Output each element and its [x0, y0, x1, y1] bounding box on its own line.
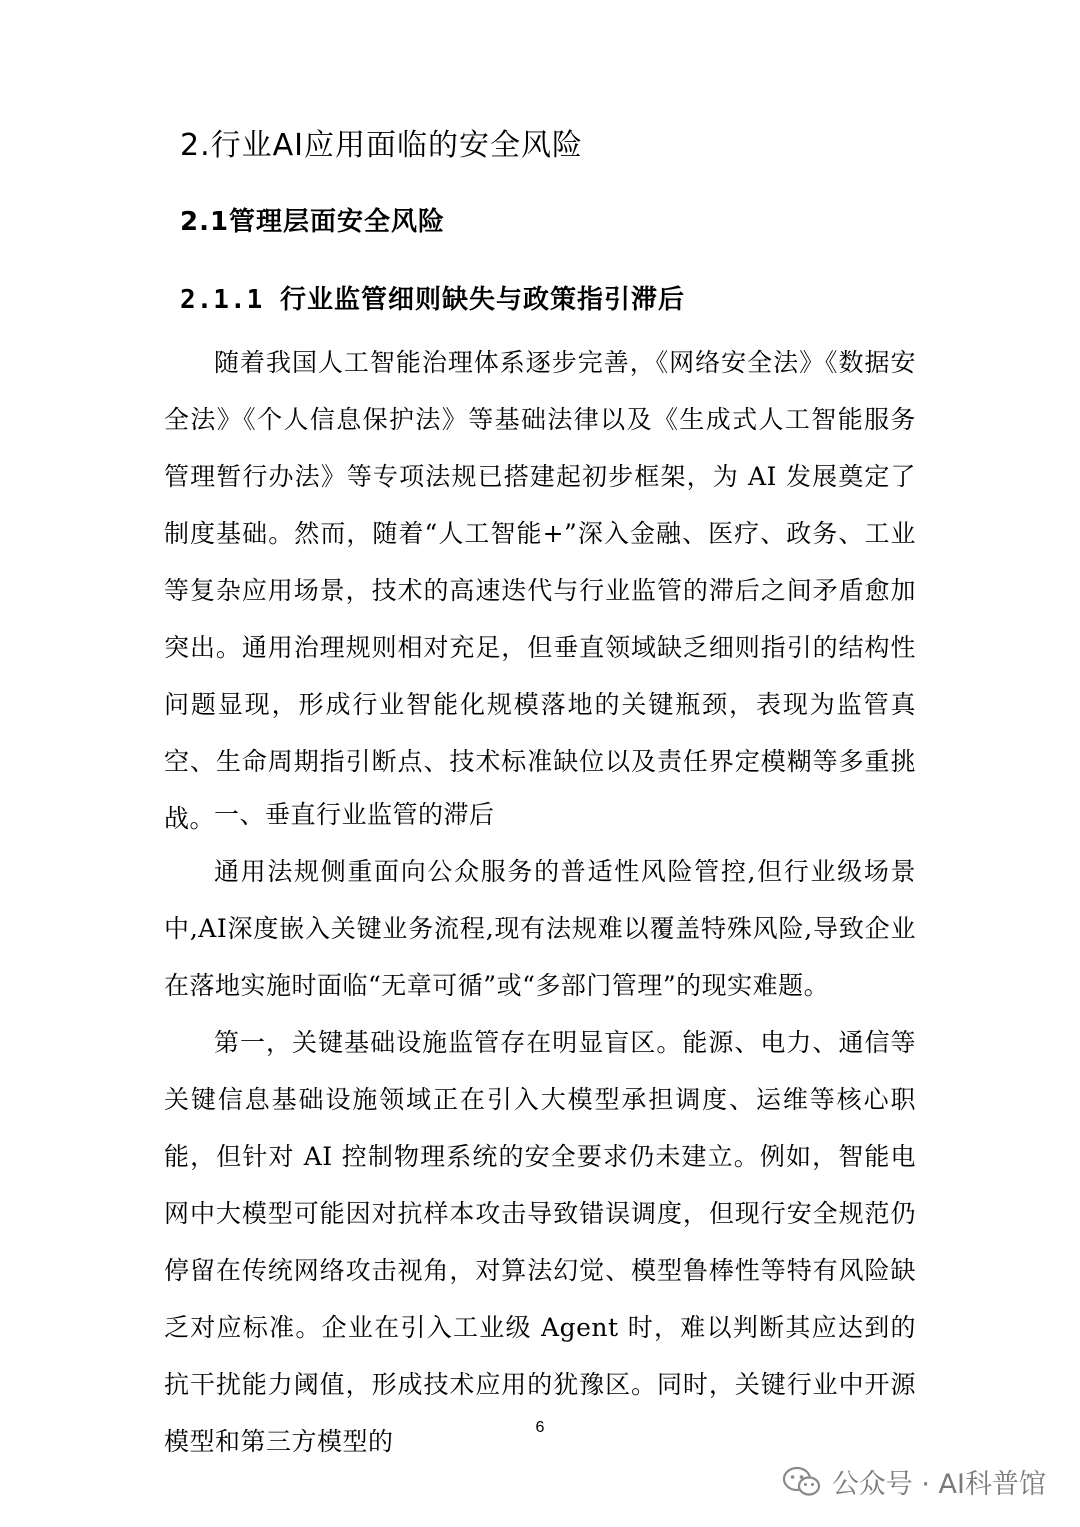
watermark — [782, 1462, 1046, 1501]
subsubsection-number: 2.1.1 — [180, 285, 264, 315]
list-heading: 一、垂直行业监管的滞后 — [214, 800, 495, 829]
paragraph-infrastructure: 第一，关键基础设施监管存在明显盲区。能源、电力、通信等关键信息基础设施领域正在引入大模型承担调度、运维等核心职能，但针对 AI 控制物理系统的安全要求仍未建立。例如，智能电网中大模型可能因对抗样本攻击导致错误调度，但现行安全规范仍停留在传统网络攻击视角，对算法幻觉、模型鲁棒性等特有风险缺乏对应标准。企业在引入工业级 Agent 时，难以判断其应达到的抗干扰能力阈值，形成技术应用的犹豫区。同时，关键行业中开源模型和第三方模型的 — [164, 1028, 916, 1456]
paragraph-intro: 随着我国人工智能治理体系逐步完善，《网络安全法》《数据安全法》《个人信息保护法》等基础法律以及《生成式人工智能服务管理暂行办法》等专项法规已搭建起初步框架，为 AI 发展奠定了制度基础。然而，随着“人工智能+”深入金融、医疗、政务、工业等复杂应用场景，技术的高速迭代与行业监管的滞后之间矛盾愈加突出。通用治理规则相对充足，但垂直领域缺乏细则指引的结构性问题显现，形成行业智能化规模落地的关键瓶颈，表现为监管真空、生命周期指引断点、技术标准缺位以及责任界定模糊等多重挑战。 — [164, 348, 916, 833]
watermark-text: 公众号 · AI科普馆 — [831, 1469, 1046, 1500]
subsection-heading: 2.1管理层面安全风险 — [180, 207, 446, 237]
section-heading: 2.行业AI应用面临的安全风险 — [180, 128, 583, 163]
subsubsection-heading — [180, 280, 685, 320]
page-number: 6 — [535, 1419, 545, 1436]
subsubsection-title: 行业监管细则缺失与政策指引滞后 — [280, 285, 686, 315]
paragraph-general-regulations: 通用法规侧重面向公众服务的普适性风险管控,但行业级场景中,AI深度嵌入关键业务流程,现有法规难以覆盖特殊风险,导致企业在落地实施时面临“无章可循”或“多部门管理”的现实难题。 — [164, 857, 916, 1000]
wechat-icon — [782, 1466, 822, 1498]
